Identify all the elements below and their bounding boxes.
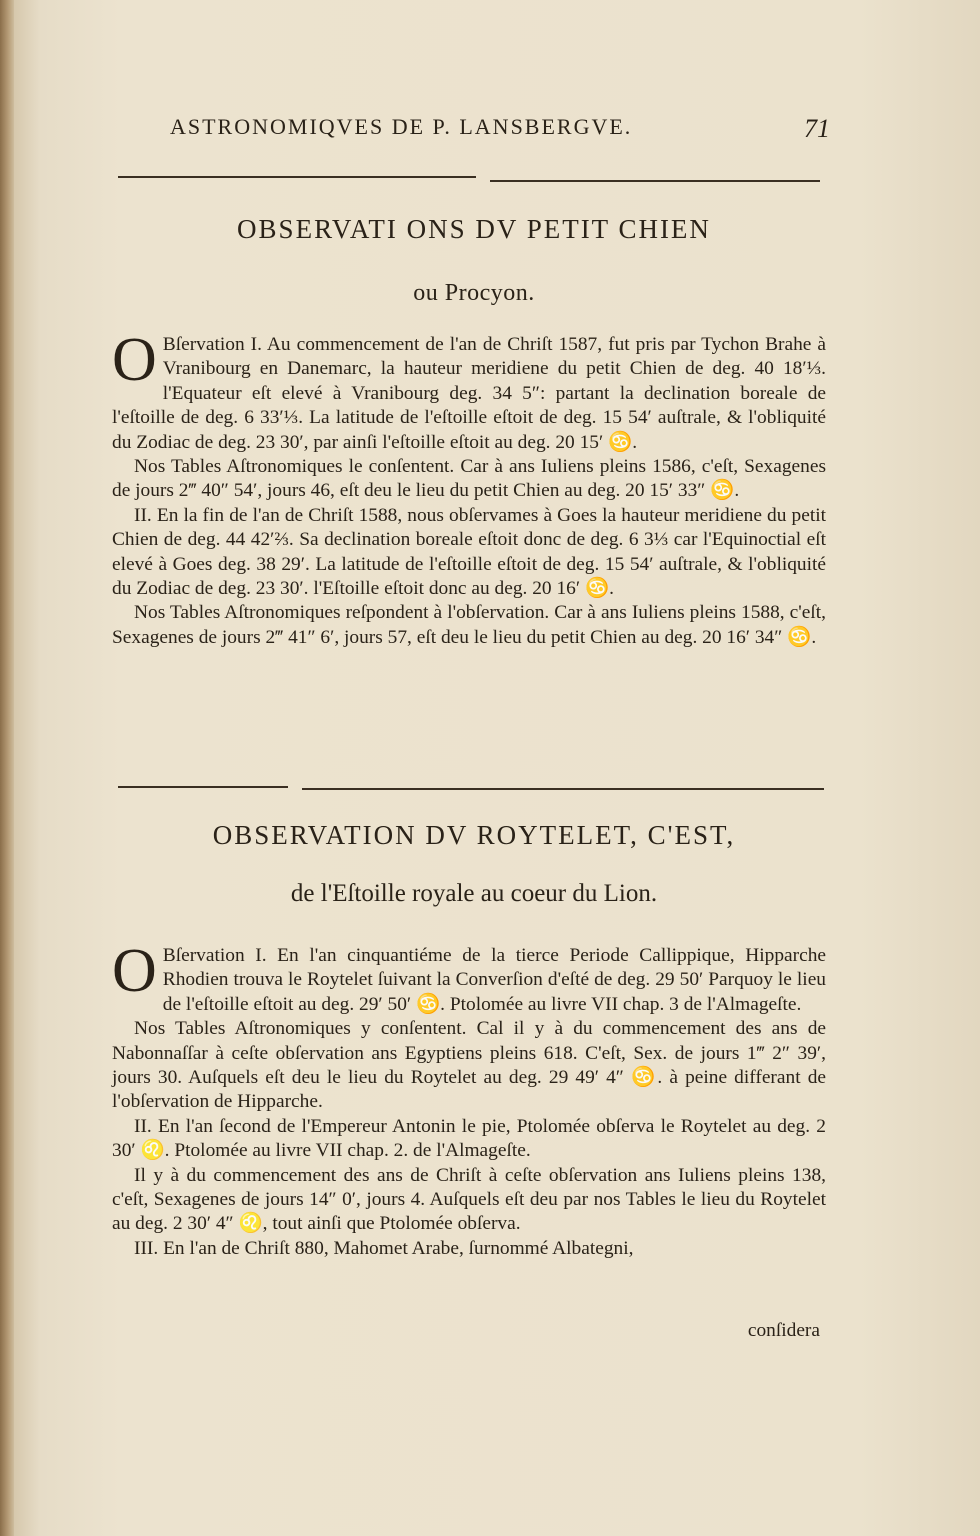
header-rule-left — [118, 176, 476, 178]
section1-paragraph-4: Nos Tables Aſtronomiques reſpondent à l'obſervation. Car à ans Iuliens pleins 1588, c'eſt, Sexagenes de jours 2‴ 41″ 6′, jours 57, eſt deu le lieu du petit Chien au deg. 20 16′ 34″ ♋. — [112, 602, 826, 648]
header-rule-right — [490, 180, 820, 182]
running-title: ASTRONOMIQVES DE P. LANSBERGVE. — [170, 114, 633, 139]
book-spine — [0, 0, 14, 1536]
section2-title: OBSERVATION DV ROYTELET, C'EST, — [212, 820, 736, 850]
section1-body — [112, 326, 826, 650]
section1-dropcap: O — [112, 326, 157, 394]
page-header — [118, 108, 830, 152]
page-number: 71 — [804, 114, 830, 143]
section2-subtitle: de l'Eſtoille royale au coeur du Lion. — [290, 880, 658, 907]
section2-paragraph-5: III. En l'an de Chriſt 880, Mahomet Arabe, ſurnommé Albategni, — [134, 1237, 634, 1259]
catchword: conſidera — [747, 1320, 820, 1341]
section2-paragraph-1: Bſervation I. En l'an cinquantiéme de la tierce Periode Callippique, Hipparche Rhodien trouva le Roytelet ſuivant la Converſion d'eſté de deg. 29 50′ Parquoy le lieu de l'eſtoille eſtoit au deg. 29′ 50′ ♋. Ptolomée au livre VII chap. 3 de l'Almageſte. — [162, 945, 826, 1015]
section2-paragraph-2: Nos Tables Aſtronomiques y conſentent. Cal il y à du commencement des ans de Nabonnaſſar à ceſte obſervation ans Egyptiens pleins 618. C'eſt, Sex. de jours 1‴ 2″ 39′, jours 30. Auſquels eſt deu le lieu du Roytelet au deg. 29 49′ 4″ ♋. à peine differant de l'obſervation de Hipparche. — [112, 1018, 826, 1113]
section-divider-right — [302, 788, 824, 790]
section1-paragraph-1: Bſervation I. Au commencement de l'an de Chriſt 1587, fut pris par Tychon Brahe à Vranibourg en Danemarc, la hauteur meridiene du petit Chien de deg. 40 18′⅓. l'Equateur eſt elevé à Vranibourg deg. 34 5″: partant la declination boreale de l'eſtoille de deg. 6 33′⅓. La latitude de l'eſtoille eſtoit de deg. 15 54′ auſtrale, & l'obliquité du Zodiac de deg. 23 30′, par ainſi l'eſtoille eſtoit au deg. 20 15′ ♋. — [112, 334, 826, 453]
section1-subtitle: ou Procyon. — [413, 280, 535, 306]
section1-paragraph-2: Nos Tables Aſtronomiques le conſentent. Car à ans Iuliens pleins 1586, c'eſt, Sexagenes de jours 2‴ 40″ 54′, jours 46, eſt deu le lieu du petit Chien au deg. 20 15′ 33″ ♋. — [112, 456, 826, 502]
section2-body — [112, 937, 826, 1261]
section1-paragraph-3: II. En la fin de l'an de Chriſt 1588, nous obſervames à Goes la hauteur meridiene du petit Chien de deg. 44 42′⅔. Sa declination boreale eſtoit donc de deg. 6 3⅓ car l'Equinoctial eſt elevé à Goes deg. 38 29′. La latitude de l'eſtoille eſtoit de deg. 15 54′ auſtrale, & l'obliquité du Zodiac de deg. 23 30′. l'Eſtoille eſtoit donc au deg. 20 16′ ♋. — [112, 504, 826, 600]
section1-title: OBSERVATI ONS DV PETIT CHIEN — [237, 214, 711, 244]
section2-dropcap: O — [112, 937, 157, 1005]
section-divider-left — [118, 786, 288, 788]
section2-paragraph-4: Il y à du commencement des ans de Chriſt à ceſte obſervation ans Iuliens pleins 138, c'eſt, Sexagenes de jours 14″ 0′, jours 4. Auſquels eſt deu par nos Tables le lieu du Roytelet au deg. 2 30′ 4″ ♌, tout ainſi que Ptolomée obſerva. — [112, 1164, 826, 1235]
section2-paragraph-3: II. En l'an ſecond de l'Empereur Antonin le pie, Ptolomée obſerva le Roytelet au deg. 2 30′ ♌. Ptolomée au livre VII chap. 2. de l'Almageſte. — [112, 1115, 826, 1162]
